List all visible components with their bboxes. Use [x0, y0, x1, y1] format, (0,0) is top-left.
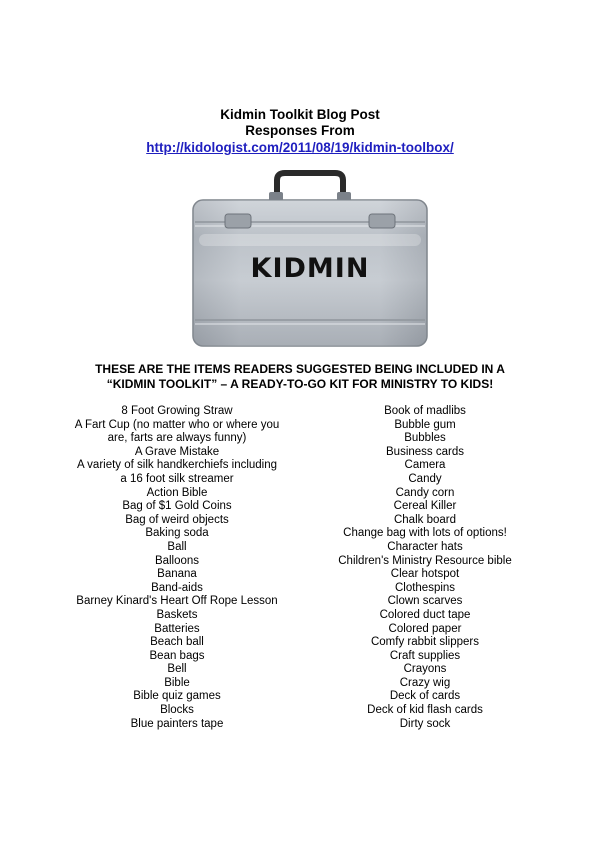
list-item: Bell [167, 663, 187, 676]
heading-line-1: THESE ARE THE ITEMS READERS SUGGESTED BEING INCLUDED IN A [95, 362, 505, 376]
list-item: Deck of cards [389, 690, 461, 703]
list-item: Deck of kid flash cards [367, 704, 483, 717]
list-item: Bible quiz games [133, 690, 221, 703]
list-item: Clown scarves [387, 595, 463, 608]
list-item: Band-aids [151, 581, 203, 594]
list-item: Book of madlibs [384, 405, 466, 417]
list-item: a 16 foot silk streamer [120, 472, 234, 485]
list-item: Bag of $1 Gold Coins [122, 500, 232, 513]
list-item: 8 Foot Growing Straw [121, 405, 233, 417]
document-header [0, 107, 600, 157]
list-item: Colored duct tape [379, 608, 471, 621]
list-item: Bubbles [404, 432, 446, 445]
list-item: Children's Ministry Resource bible [338, 554, 512, 567]
list-item: are, farts are always funny) [107, 432, 247, 445]
title-line-2: Responses From [245, 123, 355, 138]
list-item: Baking soda [145, 527, 209, 540]
list-item: Chalk board [393, 513, 456, 526]
list-item: Beach ball [150, 636, 204, 649]
list-item: Balloons [154, 554, 200, 567]
title-line-1: Kidmin Toolkit Blog Post [220, 107, 380, 122]
list-item: Dirty sock [399, 717, 451, 730]
list-item: Barney Kinard's Heart Off Rope Lesson [76, 595, 278, 608]
list-item: Blocks [160, 704, 194, 717]
list-item: A Fart Cup (no matter who or where you [74, 418, 280, 431]
list-item: Business cards [386, 445, 464, 458]
list-item: Colored paper [388, 622, 462, 635]
list-item: A Grave Mistake [134, 445, 220, 458]
list-item: A variety of silk handkerchiefs including [76, 459, 278, 472]
list-item: Banana [157, 568, 197, 581]
list-item: Craft supplies [389, 649, 461, 662]
list-item: Action Bible [146, 486, 208, 499]
list-item: Comfy rabbit slippers [370, 636, 479, 649]
list-item: Batteries [154, 622, 200, 635]
heading-line-2: “KIDMIN TOOLKIT” – A READY-TO-GO KIT FOR MINISTRY TO KIDS! [106, 377, 494, 391]
list-item: Bean bags [149, 649, 205, 662]
list-item: Blue painters tape [130, 717, 224, 730]
right-item-list [300, 405, 550, 731]
list-item: Ball [167, 540, 187, 553]
section-heading [40, 362, 560, 392]
list-item: Change bag with lots of options! [343, 527, 507, 540]
list-item: Crayons [403, 663, 447, 676]
list-item: Bible [164, 676, 190, 689]
briefcase-label: KIDMIN [250, 253, 370, 284]
list-item: Crazy wig [399, 676, 451, 689]
list-item: Clothespins [394, 581, 456, 594]
kidmin-briefcase-image [185, 170, 435, 350]
list-item: Bubble gum [394, 418, 456, 431]
list-item: Camera [404, 459, 446, 472]
list-item: Cereal Killer [393, 500, 457, 513]
list-item: Character hats [387, 540, 463, 553]
list-item: Candy corn [395, 486, 455, 499]
source-link[interactable]: http://kidologist.com/2011/08/19/kidmin-toolbox/ [146, 140, 454, 155]
left-item-list [52, 405, 302, 731]
list-item: Baskets [156, 608, 198, 621]
list-item: Bag of weird objects [125, 513, 229, 526]
list-item: Candy [408, 472, 442, 485]
list-item: Clear hotspot [390, 568, 460, 581]
